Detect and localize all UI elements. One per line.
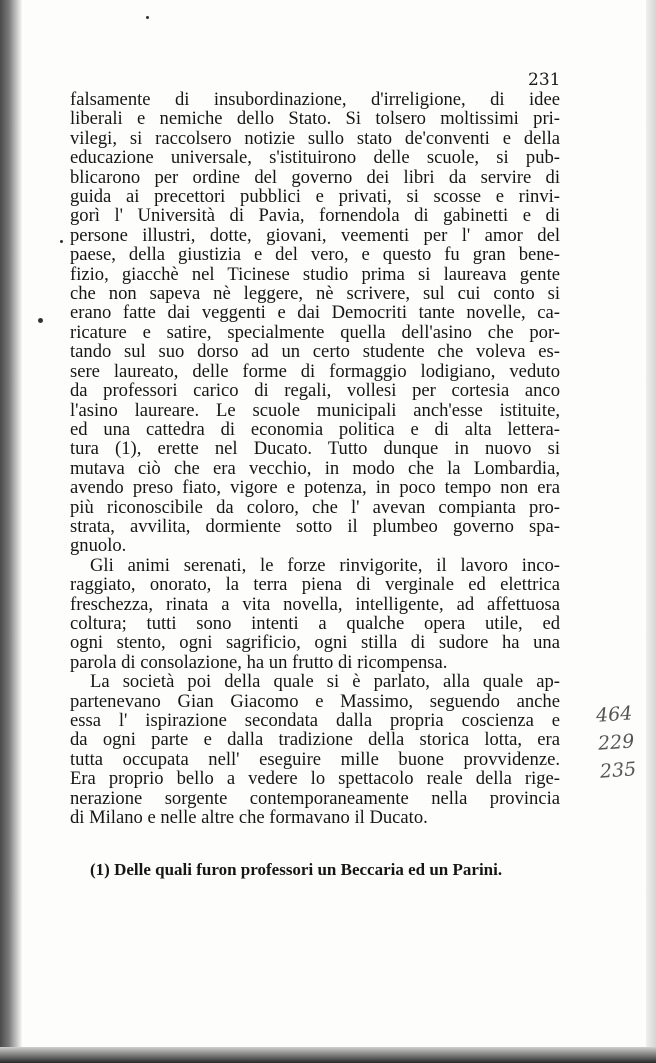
text-line: falsamente di insubordinazione, d'irreligione, di idee [70,89,560,110]
text-line: educazione universale, s'istituirono delle scuole, si pub- [70,147,560,169]
text-line: vilegi, si raccolsero notizie sullo stato de'conventi e della [70,127,560,149]
text-line: più riconoscibile da coloro, che l' avevan compianta pro- [70,496,560,518]
text-line: ogni stento, ogni sagrificio, ogni stilla di sudore ha una [70,632,560,654]
text-line: essa l' ispirazione secondata dalla propria coscienza e [70,710,560,731]
text-line: ricature e satire, specialmente quella dell'asino che por- [70,321,560,343]
footnote: (1) Delle quali furon professori un Beccaria ed un Parini. [90,860,503,879]
text-line: liberali e nemiche dello Stato. Si tolsero moltissimi pri- [70,108,560,130]
text-line: di Milano e nelle altre che formavano il Ducato. [70,807,428,829]
text-line: l'asino laureare. Le scuole municipali anch'esse istituite, [70,399,560,421]
text-line: gorì l' Università di Pavia, fornendola di gabinetti e di [70,205,560,227]
ink-speck [146,16,149,19]
text-line: gnuolo. [70,535,127,557]
page-binding-shadow [0,0,22,1063]
text-line: tutta occupata nell' eseguire mille buone provvidenze. [70,748,560,770]
text-line: coltura; tutti sono intenti a qualche opera utile, ed [70,612,560,634]
margin-note: 235 [599,758,637,783]
text-line: strata, avvilita, dormiente sotto il plumbeo governo spa- [70,515,560,537]
handwritten-margin-notes [595,698,653,785]
page-number: 231 [528,70,561,90]
ink-speck [38,318,43,323]
text-line: da ogni parte e dalla tradizione della storica lotta, era [70,729,560,751]
text-line: ed una cattedra di economia politica e di alta lettera- [70,418,560,440]
text-line: guida ai precettori pubblici e privati, si scosse e rinvi- [70,186,560,208]
text-line: tando sul suo dorso ad un certo studente che voleva es- [70,341,560,363]
ink-speck [60,240,63,243]
page-right-edge [646,0,656,1063]
text-line: paese, della giustizia e del vero, e questo fu gran bene- [70,244,560,266]
text-line: nerazione sorgente contemporaneamente nella provincia [70,787,560,809]
text-line: sere laureato, delle forme di formaggio lodigiano, veduto [70,360,560,382]
text-line: mutava ciò che era vecchio, in modo che la Lombardia, [70,457,560,479]
text-line: erano fatte dai veggenti e dai Democriti tante novelle, ca- [70,302,560,324]
text-line: raggiato, onorato, la terra piena di verginale ed elettrica [70,574,560,596]
text-line: che non sapeva nè leggere, nè scrivere, sul cui conto si [70,283,560,305]
text-line: avendo preso fiato, vigore e potenza, in poco tempo non era [70,477,560,499]
margin-note: 464 [595,702,634,727]
page-bottom-edge [0,1047,656,1063]
text-line: tura (1), erette nel Ducato. Tutto dunque in nuovo si [70,438,560,460]
text-line: blicarono per ordine del governo dei libri da servire di [70,166,560,188]
text-line: Era proprio bello a vedere lo spettacolo reale della rige- [70,768,560,790]
text-line: freschezza, rinata a vita novella, intelligente, ad affettuosa [70,593,560,615]
text-line: da professori carico di regali, vollesi per cortesia anco [70,380,560,402]
text-line: partenevano Gian Giacomo e Massimo, seguendo anche [70,690,560,712]
text-line: fizio, giacchè nel Ticinese studio prima si laureava gente [70,263,560,285]
body-text [70,90,560,827]
text-line: persone illustri, dotte, giovani, veementi per l' amor del [70,224,560,246]
paragraph-start-line: Gli animi serenati, le forze rinvigorite, il lavoro inco- [90,554,560,576]
margin-note: 229 [597,730,636,755]
text-line: parola di consolazione, ha un frutto di ricompensa. [70,651,448,673]
paragraph-start-line: La società poi della quale si è parlato, alla quale ap- [90,671,560,693]
